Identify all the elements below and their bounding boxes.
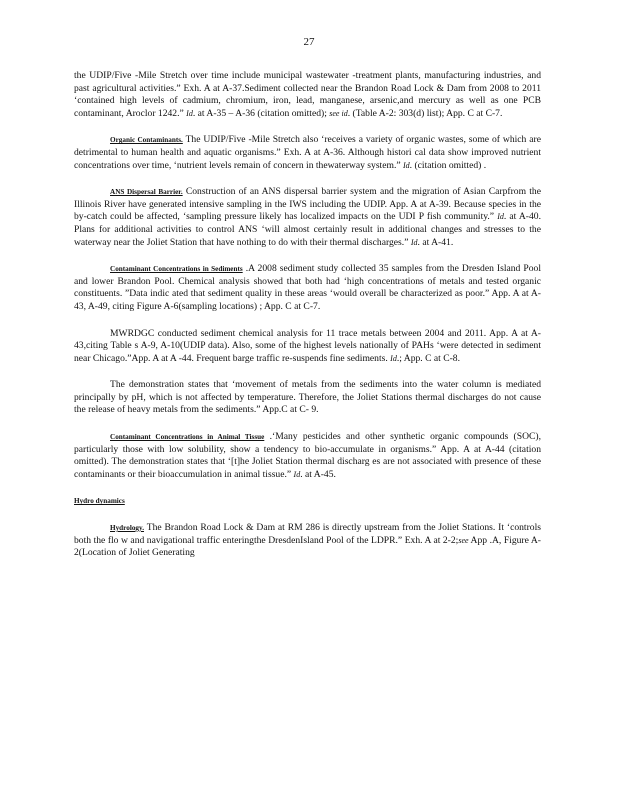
paragraph-ans-dispersal-barrier bbox=[74, 186, 541, 249]
paragraph-text: The demonstration states that ‘movement of metals from the sediments into the water column is mediated principally by pH, which is not affected by temperature. Therefore, the Joliet Stations thermal discharges do not cause the release of heavy metals from the sediments.” App.C at C- 9. bbox=[74, 379, 541, 416]
section-heading-hydrodynamics: Hydro dynamics bbox=[74, 497, 125, 506]
paragraph-text: . at A-45. bbox=[300, 468, 336, 480]
paragraph-text: . at A-41. bbox=[417, 236, 454, 248]
paragraph-text: App .A, Figure A- 2(Location of Joliet Generating bbox=[74, 534, 541, 559]
paragraph-text: . at A-35 – A-36 (citation omitted); bbox=[192, 107, 330, 119]
citation-id: Id bbox=[497, 212, 504, 222]
paragraph-animal-tissue bbox=[74, 431, 541, 481]
paragraph-text: The Brandon Road Lock & Dam at RM 286 is directly upstream from the Joliet Stations. It ‘controls both the flo w and navigational traffic enteringthe DresdenIsland Pool of the LDPR.” Exh. A at 2-2; bbox=[74, 522, 541, 546]
citation-see-id: see id bbox=[329, 108, 348, 118]
paragraph-hydrology bbox=[74, 522, 541, 560]
paragraph-text: . (citation omitted) . bbox=[409, 159, 487, 171]
paragraph-text: . at A-40. Plans for additional activities to control ANS ‘will almost certainly result in additional changes and stresses to the waterway near the Joliet Station that have nothing to do with their thermal discharges.” bbox=[74, 211, 541, 248]
citation-id: Id bbox=[403, 160, 410, 170]
citation-id: Id bbox=[293, 469, 301, 479]
paragraph-organic-contaminants bbox=[74, 134, 541, 172]
subheading-ans-dispersal-barrier: ANS Dispersal Barrier. bbox=[110, 188, 183, 197]
citation-id: Id bbox=[410, 237, 418, 247]
citation-id: Id bbox=[186, 108, 193, 118]
paragraph-mwrdgc-analysis bbox=[74, 328, 541, 366]
paragraph-text: Construction of an ANS dispersal barrier system and the migration of Asian Carpfrom the Illinois River have generated intensive sampling in the IWS including the UDIP. App. A at A-39. Because species in the by-catch could be affected, ‘sampling pressure likely has localized impacts on the UDI P fish community.” bbox=[74, 186, 541, 223]
paragraph-sediment-concentrations bbox=[74, 263, 541, 313]
subheading-organic-contaminants: Organic Contaminants. bbox=[110, 136, 183, 145]
paragraph-metals-movement bbox=[74, 379, 541, 417]
paragraph-text: The UDIP/Five -Mile Stretch also ‘receives a variety of organic wastes, some of which are detrimental to human health and aquatic organisms.” Exh. A at A-36. Although histori cal data show improved nutrient concentrations over time, ‘nutrient levels remain of concern in thewaterway system.” bbox=[74, 134, 541, 171]
paragraph-text: .A 2008 sediment study collected 35 samples from the Dresden Island Pool and lower Brandon Pool. Chemical analysis showed that both had ‘high concentrations of metals and tested organic constituents. ”Data indic ated that sediment quality in these areas ‘would overall be characterized as poor.” App. A at A-43, A-49, citing Figure A-6(sampling locations) ; App. C at C-7. bbox=[74, 263, 541, 312]
paragraph-text: .‘Many pesticides and other synthetic organic compounds (SOC), particularly those with low solubility, show a tendency to bio-accumulate in organisms.” App. A at A-44 (citation omitted). The demonstration states that ‘[t]he Joliet Station thermal discharg es are not associated with presence of these contaminants or their bioaccumulation in animal tissue.” bbox=[74, 431, 541, 480]
paragraph-text: .; App. C at C-8. bbox=[396, 352, 461, 364]
citation-see: see bbox=[458, 535, 469, 545]
paragraph-text: the UDIP/Five -Mile Stretch over time include municipal wastewater -treatment plants, manufacturing industries, and past agricultural activities.” Exh. A at A-37.Sediment collected near the Brandon Road Lock & Dam from 2008 to 2011 ‘contained high levels of cadmium, chromium, iron, lead, manganese, arsenic,and mercury as well as one PCB contaminant, Aroclor 1242.” bbox=[74, 70, 541, 119]
page-number: 27 bbox=[303, 36, 315, 48]
subheading-sediment-concentrations: Contaminant Concentrations in Sediments bbox=[110, 265, 243, 274]
document-body bbox=[74, 70, 541, 574]
paragraph-text: . (Table A-2: 303(d) list); App. C at C-7. bbox=[347, 107, 503, 119]
citation-id: Id bbox=[390, 353, 397, 363]
paragraph-text: MWRDGC conducted sediment chemical analysis for 11 trace metals between 2004 and 2011. App. A at A-43,citing Table s A-9, A-10(UDIP data). Also, some of the highest levels nationally of PAHs ‘were detected in sediment near Chicago.”App. A at A -44. Frequent barge traffic re-suspends fine sediments. bbox=[74, 327, 541, 364]
paragraph-udip-sources bbox=[74, 70, 541, 120]
subheading-hydrology: Hydrology. bbox=[110, 524, 145, 533]
subheading-animal-tissue: Contaminant Concentrations in Animal Tissue bbox=[110, 433, 265, 442]
